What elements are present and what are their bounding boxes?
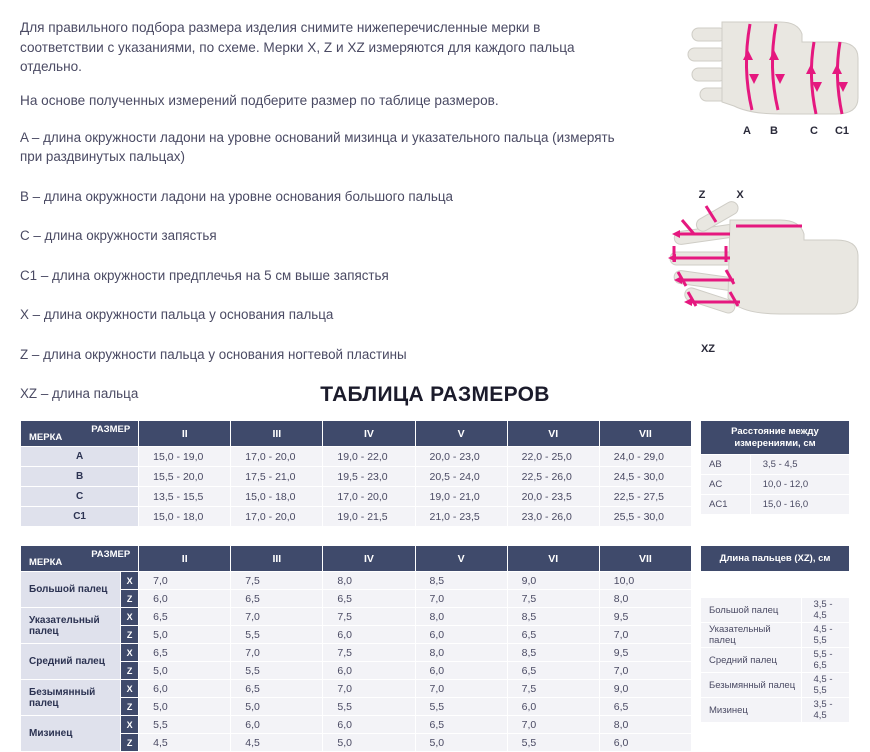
table-row <box>21 608 692 626</box>
label-x: X <box>736 189 744 201</box>
table2-cell: 5,0 <box>323 734 415 752</box>
table-row <box>21 487 692 507</box>
table-row <box>21 644 692 662</box>
side2-value: 5,5 - 6,5 <box>801 648 850 673</box>
table2-cell: 6,5 <box>323 590 415 608</box>
table-row <box>21 447 692 467</box>
table2-cell: 5,0 <box>139 626 231 644</box>
side1-value: 10,0 - 12,0 <box>750 475 849 495</box>
table2-cell: 4,5 <box>231 734 323 752</box>
table2-cell: 7,0 <box>415 680 507 698</box>
table2-cell: 5,5 <box>323 698 415 716</box>
table-row <box>21 680 692 698</box>
table1-cell: 23,0 - 26,0 <box>507 507 599 527</box>
size-table-palm <box>20 420 692 527</box>
table-row <box>701 673 850 698</box>
table2-measure-x: X <box>121 572 139 590</box>
table1-merka-label: МЕРКА <box>29 432 63 443</box>
table-row <box>21 467 692 487</box>
table1-cell: 22,5 - 27,5 <box>599 487 691 507</box>
table1-cell: 15,0 - 19,0 <box>139 447 231 467</box>
table1-col-iii: III <box>231 421 323 447</box>
table-row <box>21 734 692 752</box>
table2-cell: 7,5 <box>507 680 599 698</box>
intro-text-block <box>20 18 620 125</box>
table2-cell: 6,0 <box>139 680 231 698</box>
side2-header: Длина пальцев (XZ), см <box>701 546 850 572</box>
table2-cell: 9,0 <box>599 680 691 698</box>
table2-cell: 6,0 <box>139 590 231 608</box>
table2-col-vii: VII <box>599 546 691 572</box>
table2-cell: 7,0 <box>507 716 599 734</box>
table2-cell: 6,0 <box>507 698 599 716</box>
table2-cell: 9,5 <box>599 644 691 662</box>
table2-cell: 7,0 <box>323 680 415 698</box>
table2-col-ii: II <box>139 546 231 572</box>
table2-col-iv: IV <box>323 546 415 572</box>
intro-paragraph-2: На основе полученных измерений подберите размер по таблице размеров. <box>20 93 499 109</box>
table2-cell: 7,0 <box>599 662 691 680</box>
table2-measure-x: X <box>121 680 139 698</box>
table1-row-label-b: B <box>21 467 139 487</box>
table1-cell: 21,0 - 23,5 <box>415 507 507 527</box>
table2-cell: 6,5 <box>415 716 507 734</box>
side2-value: 3,5 - 4,5 <box>801 598 850 623</box>
table2-measure-x: X <box>121 644 139 662</box>
page-title: ТАБЛИЦА РАЗМЕРОВ <box>320 383 550 406</box>
side2-spacer-row <box>701 572 850 598</box>
side2-label: Безымянный палец <box>701 673 802 698</box>
table2-measure-z: Z <box>121 734 139 752</box>
table2-cell: 8,0 <box>415 644 507 662</box>
side1-value: 15,0 - 16,0 <box>750 495 849 515</box>
table-row <box>21 626 692 644</box>
table1-cell: 19,0 - 21,5 <box>323 507 415 527</box>
label-z: Z <box>698 189 706 201</box>
table2-cell: 8,5 <box>507 608 599 626</box>
side1-header: Расстояние между измерениями, см <box>701 421 850 455</box>
table1-razmer-label: РАЗМЕР <box>91 424 131 435</box>
table2-razmer-label: РАЗМЕР <box>91 549 131 560</box>
side1-label: AC1 <box>701 495 751 515</box>
table2-cell: 6,5 <box>231 680 323 698</box>
table2-cell: 6,0 <box>415 662 507 680</box>
table2-cell: 6,0 <box>599 734 691 752</box>
side2-value: 4,5 - 5,5 <box>801 623 850 648</box>
table2-cell: 7,0 <box>231 608 323 626</box>
table1-cell: 22,5 - 26,0 <box>507 467 599 487</box>
table2-merka-label: МЕРКА <box>29 557 63 568</box>
table2-cell: 6,5 <box>507 662 599 680</box>
table2-row-label: Безымянный палец <box>21 680 121 716</box>
table2-row-label: Средний палец <box>21 644 121 680</box>
table-row <box>21 716 692 734</box>
table1-row-label-c1: C1 <box>21 507 139 527</box>
table1-cell: 17,5 - 21,0 <box>231 467 323 487</box>
table2-row-label: Большой палец <box>21 572 121 608</box>
table1-cell: 17,0 - 20,0 <box>231 507 323 527</box>
hand-diagram-palm-measurements <box>630 6 865 146</box>
table2-cell: 6,0 <box>231 716 323 734</box>
table2-measure-x: X <box>121 716 139 734</box>
label-c: C <box>810 125 818 137</box>
table-row <box>21 698 692 716</box>
table1-cell: 22,0 - 25,0 <box>507 447 599 467</box>
table2-cell: 10,0 <box>599 572 691 590</box>
legend-item-z: Z – длина окружности пальца у основания ногтевой пластины <box>20 346 407 362</box>
table2-row-label: Указательный палец <box>21 608 121 644</box>
label-b: B <box>770 125 778 137</box>
table2-cell: 5,0 <box>139 662 231 680</box>
table2-cell: 7,5 <box>323 608 415 626</box>
table2-measure-x: X <box>121 608 139 626</box>
table-row <box>701 623 850 648</box>
table2-cell: 6,5 <box>139 644 231 662</box>
table2-cell: 5,0 <box>415 734 507 752</box>
legend-item-c: C – длина окружности запястья <box>20 228 217 244</box>
table-header-row <box>21 546 692 572</box>
table-row <box>21 590 692 608</box>
table2-cell: 6,5 <box>139 608 231 626</box>
side2-label: Указательный палец <box>701 623 802 648</box>
table1-col-iv: IV <box>323 421 415 447</box>
legend-item-a: A – длина окружности ладони на уровне оснований мизинца и указательного пальца (измерять при раздвинутых пальцах) <box>20 130 615 165</box>
table2-cell: 6,0 <box>415 626 507 644</box>
table2-cell: 5,0 <box>139 698 231 716</box>
side2-label: Средний палец <box>701 648 802 673</box>
table-header-row <box>701 546 850 572</box>
table2-cell: 6,0 <box>323 662 415 680</box>
table2-col-iii: III <box>231 546 323 572</box>
table1-cell: 17,0 - 20,0 <box>323 487 415 507</box>
label-a: A <box>743 125 751 137</box>
table2-row-label: Мизинец <box>21 716 121 752</box>
table1-cell: 19,5 - 23,0 <box>323 467 415 487</box>
distance-between-measurements-table <box>700 420 850 515</box>
table1-col-v: V <box>415 421 507 447</box>
table2-cell: 5,0 <box>231 698 323 716</box>
label-c1: C1 <box>834 125 850 137</box>
table2-cell: 8,0 <box>599 716 691 734</box>
side2-value: 3,5 - 4,5 <box>801 698 850 723</box>
table2-cell: 6,0 <box>323 716 415 734</box>
measurement-legend <box>20 128 630 424</box>
table2-cell: 7,0 <box>139 572 231 590</box>
table-header-row <box>701 421 850 455</box>
table1-col-vii: VII <box>599 421 691 447</box>
table2-col-v: V <box>415 546 507 572</box>
table-row <box>21 662 692 680</box>
table2-cell: 5,5 <box>231 662 323 680</box>
table-row <box>701 495 850 515</box>
table2-cell: 8,0 <box>599 590 691 608</box>
side2-label: Мизинец <box>701 698 802 723</box>
table2-cell: 7,5 <box>507 590 599 608</box>
label-xz: XZ <box>700 343 716 355</box>
table2-measure-z: Z <box>121 590 139 608</box>
table2-cell: 6,5 <box>507 626 599 644</box>
side1-label: AB <box>701 455 751 475</box>
table2-cell: 7,5 <box>231 572 323 590</box>
table1-col-vi: VI <box>507 421 599 447</box>
side1-value: 3,5 - 4,5 <box>750 455 849 475</box>
table-row <box>701 648 850 673</box>
side2-label: Большой палец <box>701 598 802 623</box>
table1-cell: 17,0 - 20,0 <box>231 447 323 467</box>
table1-cell: 20,5 - 24,0 <box>415 467 507 487</box>
table1-cell: 19,0 - 21,0 <box>415 487 507 507</box>
table2-measure-z: Z <box>121 626 139 644</box>
table-header-row <box>21 421 692 447</box>
table2-cell: 7,5 <box>323 644 415 662</box>
table2-col-vi: VI <box>507 546 599 572</box>
legend-item-xz: XZ – длина пальца <box>20 386 139 402</box>
side2-value: 4,5 - 5,5 <box>801 673 850 698</box>
table1-cell: 15,0 - 18,0 <box>139 507 231 527</box>
table2-cell: 5,5 <box>139 716 231 734</box>
table2-cell: 5,5 <box>507 734 599 752</box>
table2-cell: 8,5 <box>415 572 507 590</box>
table-row <box>21 572 692 590</box>
finger-length-table <box>700 545 850 723</box>
table2-cell: 5,5 <box>415 698 507 716</box>
table1-cell: 20,0 - 23,5 <box>507 487 599 507</box>
table1-row-label-a: A <box>21 447 139 467</box>
table2-cell: 7,0 <box>231 644 323 662</box>
table1-cell: 25,5 - 30,0 <box>599 507 691 527</box>
table1-cell: 15,5 - 20,0 <box>139 467 231 487</box>
table2-cell: 6,0 <box>323 626 415 644</box>
size-table-fingers <box>20 545 692 752</box>
legend-item-x: X – длина окружности пальца у основания пальца <box>20 307 334 323</box>
table2-cell: 7,0 <box>415 590 507 608</box>
table2-measure-z: Z <box>121 662 139 680</box>
table2-cell: 4,5 <box>139 734 231 752</box>
table2-cell: 5,5 <box>231 626 323 644</box>
table-row <box>701 598 850 623</box>
table-row <box>701 475 850 495</box>
table1-col-ii: II <box>139 421 231 447</box>
side1-label: AC <box>701 475 751 495</box>
table2-cell: 7,0 <box>599 626 691 644</box>
table-row <box>21 507 692 527</box>
table1-cell: 24,0 - 29,0 <box>599 447 691 467</box>
table2-cell: 8,0 <box>415 608 507 626</box>
table1-row-label-c: C <box>21 487 139 507</box>
table2-cell: 8,5 <box>507 644 599 662</box>
table2-cell: 9,0 <box>507 572 599 590</box>
table1-corner-header <box>21 421 139 447</box>
table2-cell: 6,5 <box>231 590 323 608</box>
table2-measure-z: Z <box>121 698 139 716</box>
legend-item-c1: C1 – длина окружности предплечья на 5 см выше запястья <box>20 267 389 283</box>
table-row <box>701 698 850 723</box>
legend-item-b: B – длина окружности ладони на уровне основания большого пальца <box>20 188 453 204</box>
table2-cell: 8,0 <box>323 572 415 590</box>
intro-paragraph-1: Для правильного подбора размера изделия снимите нижеперечисленные мерки в соответствии с указаниями, по схеме. Мерки X, Z и XZ измеряются для каждого пальца отдельно. <box>20 20 575 75</box>
table1-cell: 15,0 - 18,0 <box>231 487 323 507</box>
table1-cell: 19,0 - 22,0 <box>323 447 415 467</box>
table1-cell: 20,0 - 23,0 <box>415 447 507 467</box>
table-row <box>701 455 850 475</box>
table1-cell: 13,5 - 15,5 <box>139 487 231 507</box>
table1-cell: 24,5 - 30,0 <box>599 467 691 487</box>
table2-cell: 6,5 <box>599 698 691 716</box>
table2-corner-header <box>21 546 139 572</box>
hand-diagram-finger-measurements <box>630 180 865 360</box>
table2-cell: 9,5 <box>599 608 691 626</box>
